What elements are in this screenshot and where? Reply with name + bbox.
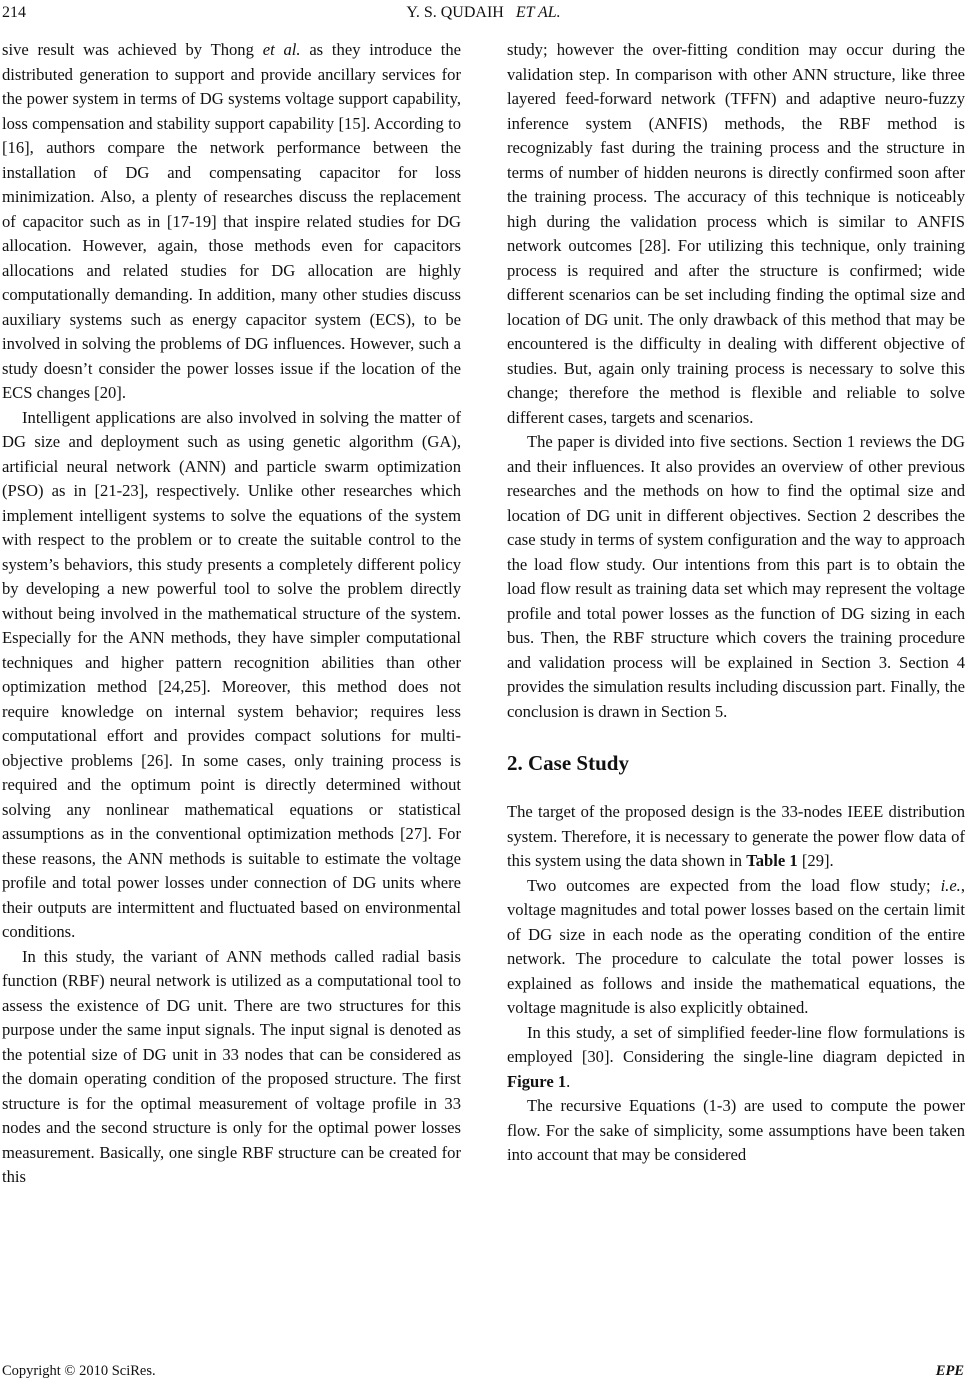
paragraph-case-study-target [507,800,965,874]
paragraph-rbf-study: In this study, the variant of ANN methods called radial basis function (RBF) neural network is utilized as a computational tool to assess the existence of DG unit. There are two structures for this purpose under the same input signals. The input signal is denoted as the potential size of DG unit in 33 nodes that can be considered as the domain operating condition of the proposed structure. The first structure is for the optimal measurement of voltage profile in 33 nodes and the second structure is only for the optimal power losses measurement. Basically, one single RBF structure can be created for this [2,946,461,1186]
table-reference: Table 1 [746,851,798,870]
text-span: The target of the proposed design is the 33-nodes IEEE distribution system. Therefore, it is necessary to generate the power flow data of this system using the data shown in [507,802,965,870]
paragraph-intelligent-applications: Intelligent applications are also involved in solving the matter of DG size and deployment such as using genetic algorithm (GA), artificial neural network (ANN) and particle swarm optimization (PSO) as in [21-23], respectively. Unlike other researches which implement intelligent systems to solve the equations of the system with respect to the problem or to create the suitable control to the system’s behaviors, this study presents a completely different policy by developing a new powerful tool to solve the problem directly without being involved in the mathematical structure of the system. Especially for the ANN methods, they have simpler computational techniques and higher pattern recognition abilities than other optimization method [24,25]. Moreover, this method does not require knowledge on internal system behavior; requires less computational effort and provides compact solutions for multi-objective problems [26]. In some cases, only training process is required and the optimum point is directly determined without solving any nonlinear mathematical equations or statistical assumptions as in the conventional optimization methods [27]. For these reasons, the ANN methods is suitable to estimate the voltage profile and total power losses under connection of DG units where their outputs are intermittent and fluctuated based on environmental conditions. [2,407,461,941]
text-span: , voltage magnitudes and total power losses based on the certain limit of DG size in each node as the operating condition of the entire network. The procedure to calculate the total power losses is explained as follows and inside the mathematical equations, the voltage magnitude is also explicitly obtained. [507,875,965,1017]
paragraph-feeder-formulations [507,1021,965,1095]
journal-abbreviation: EPE [935,1363,964,1379]
italic-text: i.e. [940,875,961,895]
right-column [507,38,965,1168]
text-span: . [566,1071,571,1091]
page-number: 214 [2,4,26,21]
copyright-notice: Copyright © 2010 SciRes. [2,1363,156,1379]
paragraph-outcomes [507,874,965,1021]
section-heading: 2. Case Study [507,751,629,775]
running-head-authors: Y. S. QUDAIH [406,4,504,21]
running-head-et-al: ET AL. [515,4,561,21]
italic-text: et al. [262,40,301,59]
left-column [2,38,461,1190]
paragraph-paper-outline: The paper is divided into five sections. Section 1 reviews the DG and their influences. It also provides an overview of other previous researches and the methods on how to find the optimal size and location of DG unit in different objectives. Section 2 describes the case study in terms of system configuration and the way to approach the load flow study. Our intentions from this part is to obtain the load flow result as training data set which may represent the voltage profile and total power losses as the function of DG sizing in each bus. Then, the RBF structure which covers the training procedure and validation process will be explained in Section 3. Section 4 provides the simulation results including discussion part. Finally, the conclusion is drawn in Section 5. [507,432,965,721]
text-span: In this study, a set of simplified feeder-line flow formulations is employed [30]. Considering the single-line diagram depicted in [507,1022,965,1066]
text-span: sive result was achieved by Thong [2,40,263,59]
text-span: Two outcomes are expected from the load flow study; [527,875,941,895]
figure-reference: Figure 1 [507,1071,567,1091]
text-span: [29]. [797,851,834,870]
page-header [0,4,967,26]
paragraph-continued [2,38,461,406]
paragraph-rbf-comparison: study; however the over-fitting condition may occur during the validation step. In comparison with other ANN structure, like three layered feed-forward network (TFFN) and adaptive neuro-fuzzy inference system (ANFIS) methods, the RBF method is recognizably fast during the training process and the structure in terms of number of hidden neurons is directly confirmed soon after the training process. The accuracy of this technique is noticeably high during the validation process which is similar to ANFIS network outcomes [28]. For utilizing this technique, only training process is required and after the structure is confirmed; wide different scenarios can be set including finding the optimal size and location of DG unit. The only drawback of this method that may be encountered is the difficulty in dealing with different objective of studies. But, again only training process is necessary to solve this change; therefore the method is flexible and reliable to solve different cases, targets and scenarios. [507,40,965,427]
text-span: as they introduce the distributed generation to support and provide ancillary services for the power system in terms of DG systems voltage support capability, loss compensation and stability support capability [15]. According to [16], authors compare the network performance between the installation of DG and compensating capacitor for loss minimization. Also, a plenty of researches discuss the replacement of capacitor such as in [17-19] that inspire related studies for DG allocation. However, again, those methods even for capacitors allocations and related studies for DG allocation are highly computationally demanding. In addition, many other studies discuss auxiliary systems such as energy capacitor system (ECS), to be involved in solving the problems of DG influences. However, such a study doesn’t consider the power losses issue if the location of the ECS changes [20]. [2,40,461,402]
running-head [0,4,967,22]
paragraph-recursive-equations: The recursive Equations (1-3) are used to compute the power flow. For the sake of simplicity, some assumptions have been taken into account that may be considered [507,1096,965,1164]
